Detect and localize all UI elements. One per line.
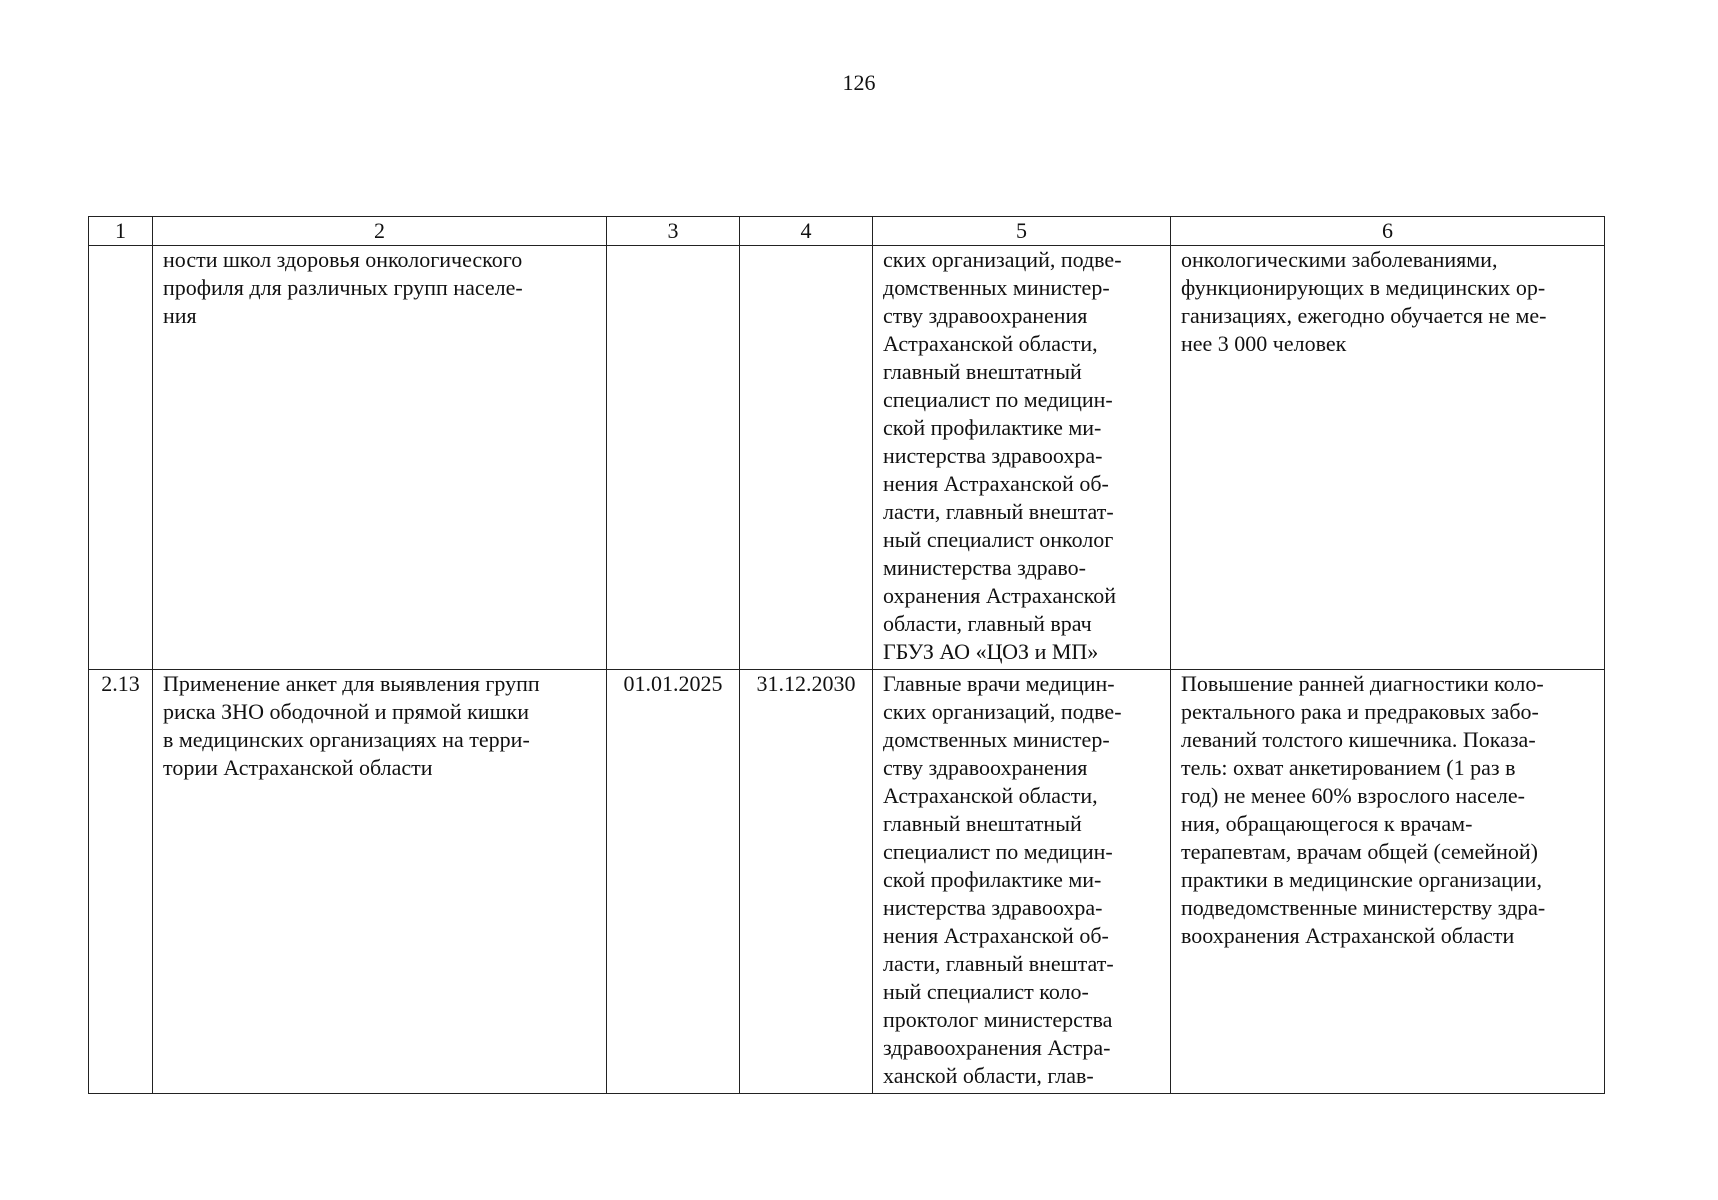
start-date-cell xyxy=(607,670,740,1094)
activity-text: ности школ здоровья онкологического профиля для различных групп населе- ния xyxy=(163,247,523,328)
result-cell xyxy=(1171,670,1605,1094)
start-date-cell xyxy=(607,246,740,670)
page-number: 126 xyxy=(842,70,876,95)
table-header-row xyxy=(89,217,1605,246)
responsible-text: Главные врачи медицин- ских организаций, подве- домственных министер- ству здравоохранения Астраханской области, главный внештатный специалист по медицин- ской профилактике ми- нистерства здравоохра- нения Астраханской об- ласти, главный внештат- ный специалист коло- проктолог министерства здравоохранения Астра- ханской области, глав- xyxy=(883,671,1122,1088)
item-number-cell xyxy=(89,670,153,1094)
item-number-cell xyxy=(89,246,153,670)
item-number: 2.13 xyxy=(101,671,140,696)
column-header: 2 xyxy=(153,217,607,246)
end-date: 31.12.2030 xyxy=(756,671,856,696)
responsible-cell xyxy=(873,670,1171,1094)
table-row xyxy=(89,670,1605,1094)
result-text: онкологическими заболеваниями, функционирующих в медицинских ор- ганизациях, ежегодно обучается не ме- нее 3 000 человек xyxy=(1181,247,1547,356)
responsible-text: ских организаций, подве- домственных министер- ству здравоохранения Астраханской области, главный внештатный специалист по медицин- ской профилактике ми- нистерства здравоохра- нения Астраханской об- ласти, главный внештат- ный специалист онколог министерства здраво- охранения Астраханской области, главный врач ГБУЗ АО «ЦОЗ и МП» xyxy=(883,247,1122,664)
table-row xyxy=(89,246,1605,670)
activity-cell xyxy=(153,246,607,670)
activities-table xyxy=(88,216,1605,1094)
column-header: 5 xyxy=(873,217,1171,246)
end-date-cell xyxy=(740,246,873,670)
result-cell xyxy=(1171,246,1605,670)
end-date-cell xyxy=(740,670,873,1094)
column-header: 6 xyxy=(1171,217,1605,246)
column-header: 1 xyxy=(89,217,153,246)
column-header: 3 xyxy=(607,217,740,246)
column-header: 4 xyxy=(740,217,873,246)
responsible-cell xyxy=(873,246,1171,670)
activity-text: Применение анкет для выявления групп риска ЗНО ободочной и прямой кишки в медицинских организациях на терри- тории Астраханской области xyxy=(163,671,540,780)
activity-cell xyxy=(153,670,607,1094)
start-date: 01.01.2025 xyxy=(623,671,723,696)
result-text: Повышение ранней диагностики коло- ректального рака и предраковых забо- леваний толстого кишечника. Показа- тель: охват анкетированием (1 раз в год) не менее 60% взрослого населе- ния, обращающегося к врачам- терапевтам, врачам общей (семейной) практики в медицинские организации, подведомственные министерству здра- воохранения Астраханской области xyxy=(1181,671,1546,948)
